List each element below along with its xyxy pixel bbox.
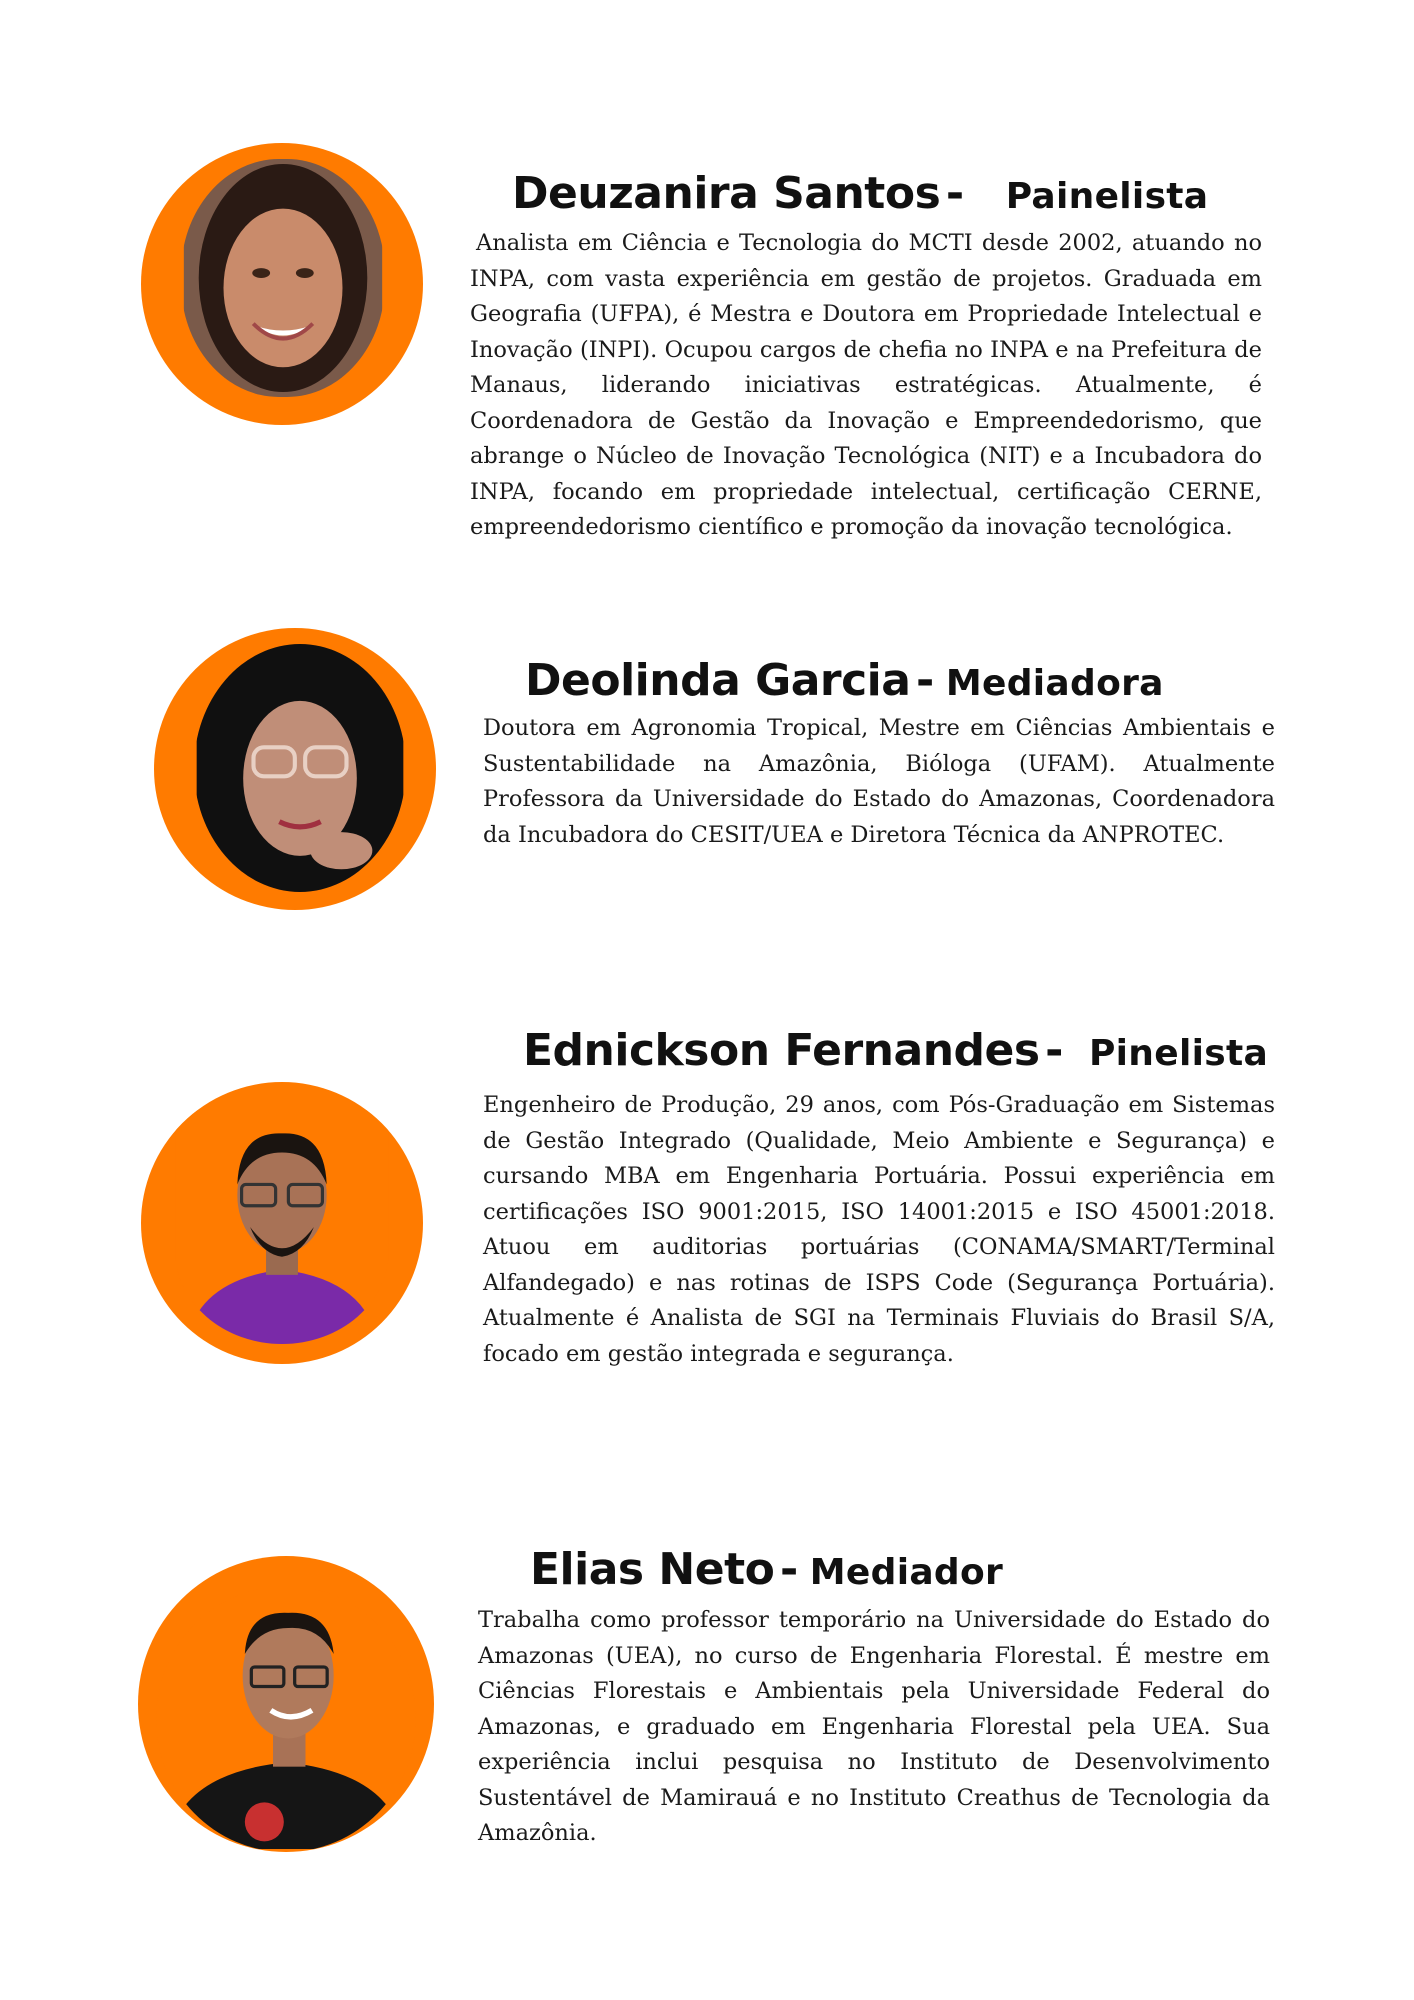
profile-bio: Doutora em Agronomia Tropical, Mestre em Ciências Ambientais e Sustentabilidade na Amazônia, Bióloga (UFAM). Atualmente Professora da Universidade do Estado do Amazonas, Coordenadora da Incubadora do CESIT/UEA e Diretora Técnica da ANPROTEC. <box>483 715 1275 848</box>
person-portrait-icon <box>181 159 385 397</box>
avatar <box>156 1586 416 1852</box>
profile-bio: Analista em Ciência e Tecnologia do MCTI desde 2002, atuando no INPA, com vasta experiência em gestão de projetos. Graduada em Geografia (UFPA), é Mestra e Doutora em Propriedade Intelectual e Inovação (INPI). Ocupou cargos de chefia no INPA e na Prefeitura de Manaus, liderando iniciativas estratégicas. Atualmente, é Coordenadora de Gestão da Inovação e Empreendedorismo, que abrange o Núcleo de Inovação Tecnológica (NIT) e a Incubadora do INPA, focando em propriedade intelectual, certificação CERNE, empreendedorismo científico e promoção da inovação tecnológica. <box>470 230 1262 540</box>
profile-heading <box>530 1544 1003 1595</box>
profile-heading <box>512 168 1208 219</box>
name-separator: - <box>945 168 965 219</box>
person-portrait-icon <box>175 1110 389 1344</box>
avatar <box>181 159 385 397</box>
profile-name: Deolinda Garcia <box>525 655 911 706</box>
profile-name: Deuzanira Santos <box>512 168 941 219</box>
avatar <box>194 644 406 892</box>
profile-role: Pinelista <box>1088 1033 1269 1074</box>
person-portrait-icon <box>156 1586 416 1852</box>
profile-bio: Trabalha como professor temporário na Universidade do Estado do Amazonas (UEA), no curso de Engenharia Florestal. É mestre em Ciências Florestais e Ambientais pela Universidade Federal do Amazonas, e graduado em Engenharia Florestal pela UEA. Sua experiência inclui pesquisa no Instituto de Desenvolvimento Sustentável de Mamirauá e no Instituto Creathus de Tecnologia da Amazônia. <box>478 1607 1270 1846</box>
name-separator: - <box>1045 1025 1064 1076</box>
profile-role: Painelista <box>1005 176 1209 217</box>
name-separator: - <box>916 655 935 706</box>
profile-bio: Engenheiro de Produção, 29 anos, com Pós-Graduação em Sistemas de Gestão Integrado (Qualidade, Meio Ambiente e Segurança) e cursando MBA em Engenharia Portuária. Possui experiência em certificações ISO 9001:2015, ISO 14001:2015 e ISO 45001:2018. Atuou em auditorias portuárias (CONAMA/SMART/Terminal Alfandegado) e nas rotinas de ISPS Code (Segurança Portuária). Atualmente é Analista de SGI na Terminais Fluviais do Brasil S/A, focado em gestão integrada e segurança. <box>483 1092 1275 1367</box>
profile-photo <box>138 1556 434 1852</box>
profile-name: Ednickson Fernandes <box>523 1025 1040 1076</box>
profile-photo <box>154 628 436 910</box>
profile-heading <box>523 1025 1268 1076</box>
profile-photo <box>141 1082 423 1364</box>
profile-name: Elias Neto <box>530 1544 775 1595</box>
profile-heading <box>525 655 1164 706</box>
profile-photo <box>141 143 423 425</box>
avatar <box>175 1110 389 1344</box>
profile-role: Mediadora <box>945 663 1164 704</box>
name-separator: - <box>779 1544 799 1595</box>
profile-role: Mediador <box>809 1552 1004 1593</box>
person-portrait-icon <box>194 644 406 892</box>
